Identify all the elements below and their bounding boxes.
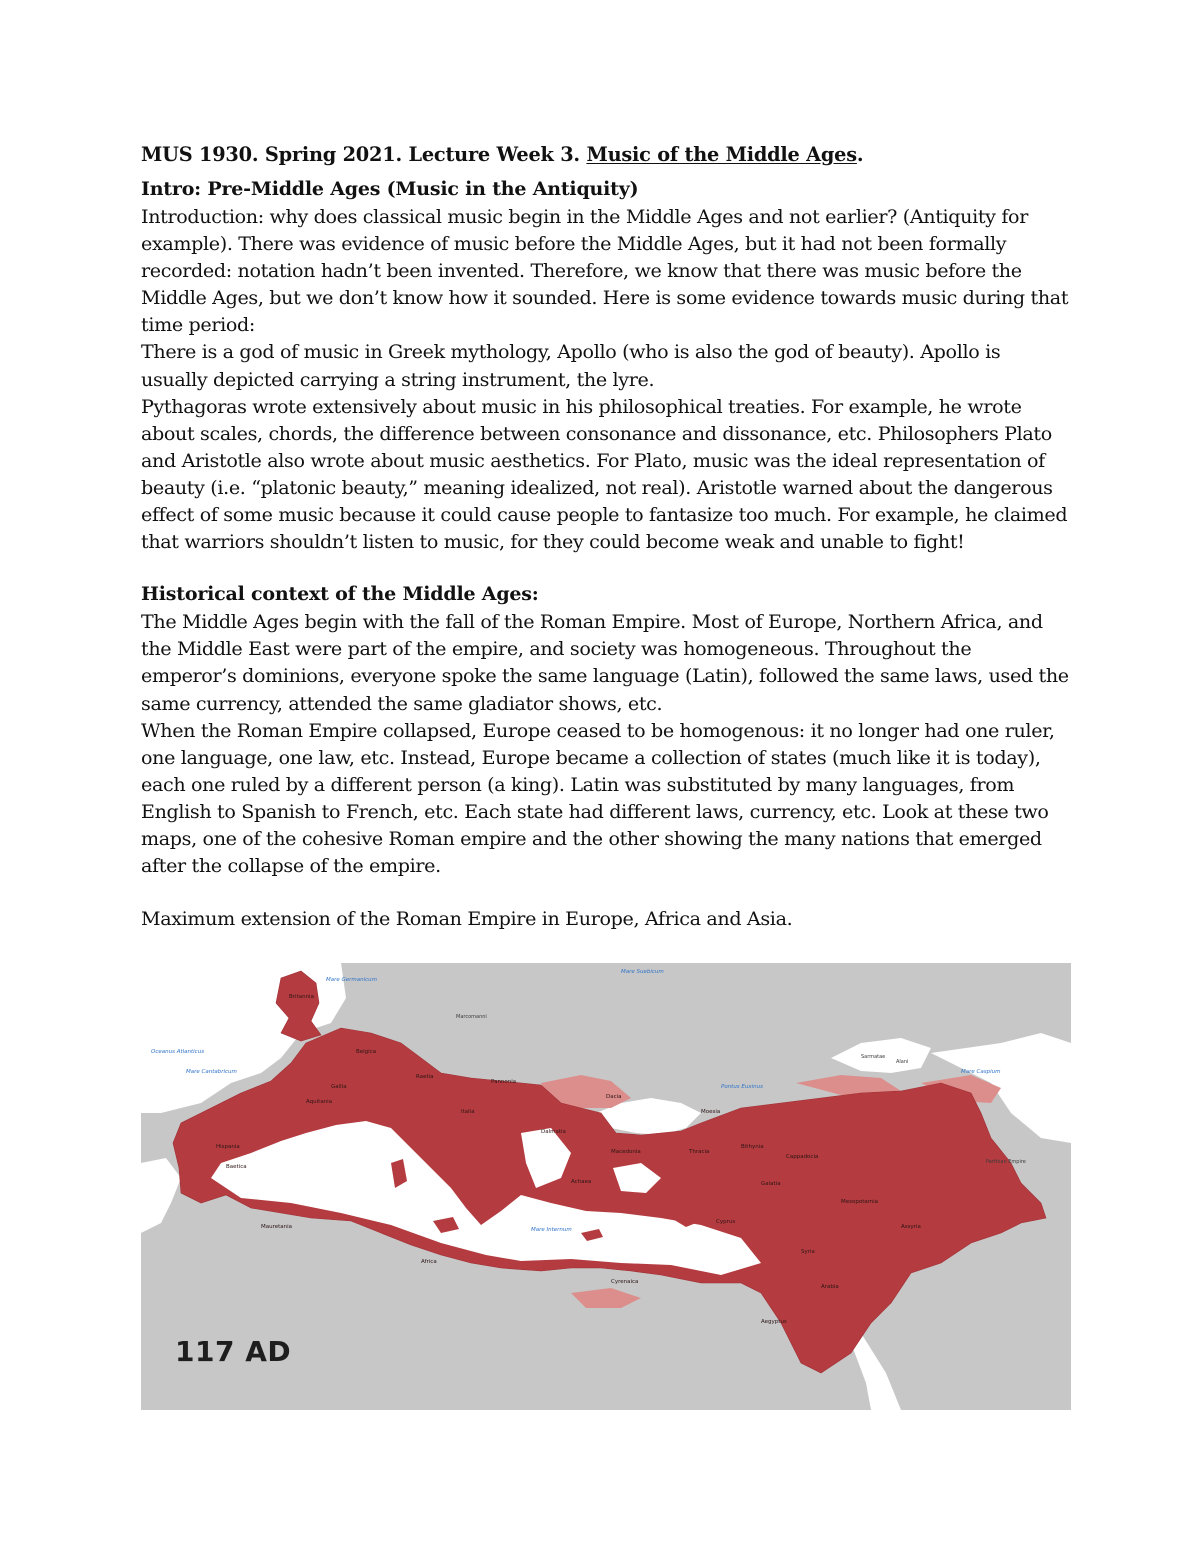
svg-text:Mare Germanicum: Mare Germanicum xyxy=(326,977,378,983)
paragraph-intro-1: Introduction: why does classical music begin in the Middle Ages and not earlier? (Antiquity for example). There was evidence of music before the Middle Ages, but it had not been formally recorded: notation hadn’t been invented. Therefore, we know that there was music before the Middle Ages, but we don’t know how it sounded. Here is some evidence towards music during that time period: xyxy=(141,205,1069,337)
svg-text:Sarmatae: Sarmatae xyxy=(861,1054,886,1060)
map-year-label: 117 AD xyxy=(175,1335,292,1368)
svg-text:Oceanus Atlanticus: Oceanus Atlanticus xyxy=(151,1049,205,1055)
svg-text:Dacia: Dacia xyxy=(606,1094,622,1100)
figure-caption: Maximum extension of the Roman Empire in Europe, Africa and Asia. xyxy=(141,907,793,931)
svg-text:Thracia: Thracia xyxy=(689,1149,710,1155)
title-topic-link: Music of the Middle Ages xyxy=(586,143,857,166)
svg-text:Mare Cantabricum: Mare Cantabricum xyxy=(186,1069,237,1075)
svg-text:Syria: Syria xyxy=(801,1249,815,1255)
svg-text:Mare Internum: Mare Internum xyxy=(531,1227,572,1233)
svg-text:Belgica: Belgica xyxy=(356,1049,377,1055)
svg-text:Mare Suebicum: Mare Suebicum xyxy=(621,969,664,975)
svg-text:Mesopotamia: Mesopotamia xyxy=(841,1199,878,1205)
section-heading-intro: Intro: Pre-Middle Ages (Music in the Antiquity) xyxy=(141,178,639,200)
svg-text:Cyprus: Cyprus xyxy=(716,1219,736,1225)
roman-empire-map xyxy=(141,963,1071,1410)
svg-text:Alani: Alani xyxy=(896,1059,909,1065)
svg-text:Africa: Africa xyxy=(421,1259,437,1265)
svg-text:Marcomanni: Marcomanni xyxy=(456,1014,487,1020)
svg-text:Italia: Italia xyxy=(461,1109,475,1115)
svg-text:Galatia: Galatia xyxy=(761,1181,781,1187)
svg-text:Britannia: Britannia xyxy=(289,994,314,1000)
svg-text:Pontus Euxinus: Pontus Euxinus xyxy=(721,1084,764,1090)
svg-text:Mauretania: Mauretania xyxy=(261,1224,293,1230)
svg-text:Parthian Empire: Parthian Empire xyxy=(986,1159,1026,1165)
svg-text:Cappadocia: Cappadocia xyxy=(786,1154,819,1160)
svg-text:Hispania: Hispania xyxy=(216,1144,240,1150)
page-title: MUS 1930. Spring 2021. Lecture Week 3. Music of the Middle Ages. xyxy=(141,143,864,166)
svg-text:Cyrenaica: Cyrenaica xyxy=(611,1279,639,1285)
svg-text:Macedonia: Macedonia xyxy=(611,1149,641,1155)
svg-text:Aquitania: Aquitania xyxy=(306,1099,333,1105)
paragraph-context-1: The Middle Ages begin with the fall of the Roman Empire. Most of Europe, Northern Africa, and the Middle East were part of the empire, and society was homogeneous. Throughout the emperor’s dominions, everyone spoke the same language (Latin), followed the same laws, used the same currency, attended the same gladiator shows, etc. xyxy=(141,610,1069,715)
svg-text:Arabia: Arabia xyxy=(821,1284,839,1290)
section-heading-historical-context: Historical context of the Middle Ages: xyxy=(141,583,539,606)
svg-text:Assyria: Assyria xyxy=(901,1224,921,1230)
svg-text:Gallia: Gallia xyxy=(331,1084,347,1090)
svg-text:Raetia: Raetia xyxy=(416,1074,434,1080)
svg-text:Achaea: Achaea xyxy=(571,1179,592,1185)
document-body xyxy=(141,140,1071,932)
svg-text:Aegyptus: Aegyptus xyxy=(761,1319,787,1325)
svg-text:Moesia: Moesia xyxy=(701,1109,721,1115)
svg-text:Bithynia: Bithynia xyxy=(741,1144,764,1150)
svg-text:Dalmatia: Dalmatia xyxy=(541,1129,566,1135)
svg-text:Mare Caspium: Mare Caspium xyxy=(961,1069,1001,1075)
paragraph-intro-2: There is a god of music in Greek mythology, Apollo (who is also the god of beauty). Apollo is usually depicted carrying a string instrument, the lyre. xyxy=(141,340,1001,391)
paragraph-intro-3: Pythagoras wrote extensively about music in his philosophical treaties. For example, he wrote about scales, chords, the difference between consonance and dissonance, etc. Philosophers Plato and Aristotle also wrote about music aesthetics. For Plato, music was the ideal representation of beauty (i.e. “platonic beauty,” meaning idealized, not real). Aristotle warned about the dangerous effect of some music because it could cause people to fantasize too much. For example, he claimed that warriors shouldn’t listen to music, for they could become weak and unable to fight! xyxy=(141,394,1068,554)
svg-text:Baetica: Baetica xyxy=(226,1164,247,1170)
paragraph-context-2: When the Roman Empire collapsed, Europe ceased to be homogenous: it no longer had one ruler, one language, one law, etc. Instead, Europe became a collection of states (much like it is today), each one ruled by a different person (a king). Latin was substituted by many languages, from English to Spanish to French, etc. Each state had different laws, currency, etc. Look at these two maps, one of the cohesive Roman empire and the other showing the many nations that emerged after the collapse of the empire. xyxy=(141,718,1055,878)
svg-text:Pannonia: Pannonia xyxy=(491,1079,517,1085)
